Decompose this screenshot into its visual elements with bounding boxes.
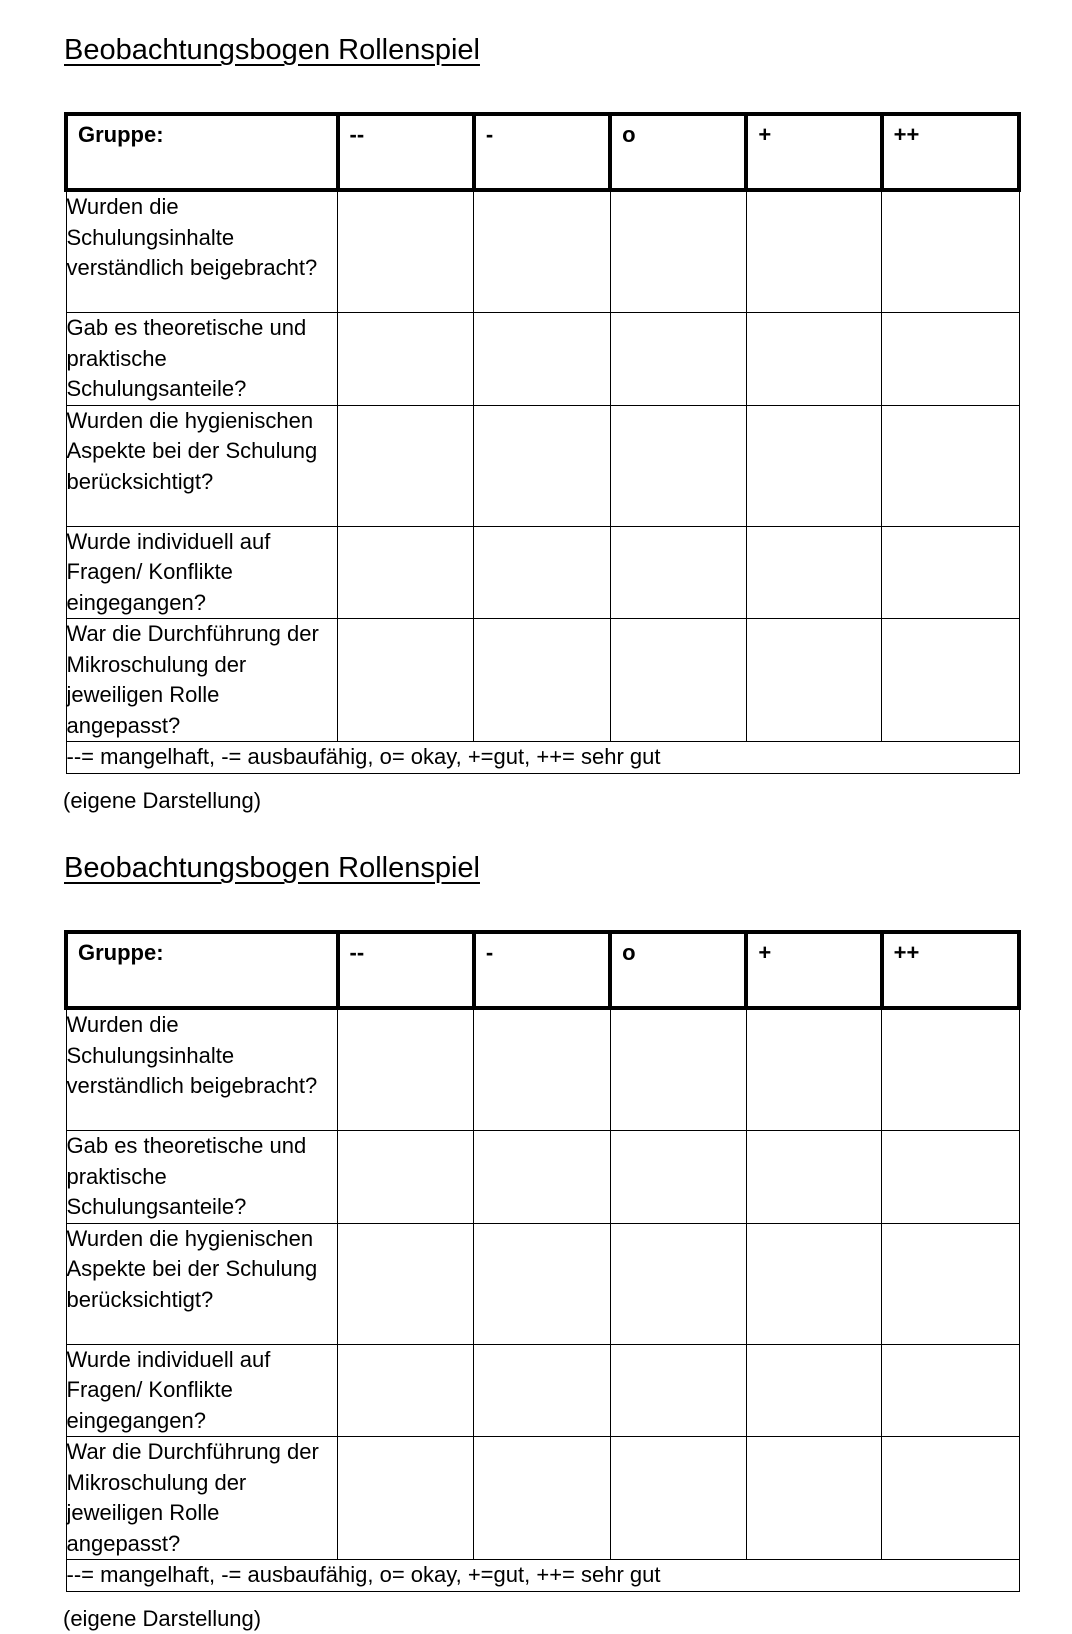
scale-okay: o bbox=[610, 114, 746, 190]
question-row bbox=[66, 619, 1019, 742]
rating-cell[interactable] bbox=[610, 619, 746, 742]
rating-table bbox=[64, 112, 1021, 774]
question-row bbox=[66, 1008, 1019, 1131]
rating-cell[interactable] bbox=[338, 526, 474, 619]
question-row bbox=[66, 190, 1019, 313]
scale-good: + bbox=[746, 114, 881, 190]
rating-cell[interactable] bbox=[610, 190, 746, 313]
question-text: Gab es theoretische und praktische Schulungsanteile? bbox=[66, 1131, 338, 1224]
form-title: Beobachtungsbogen Rollenspiel bbox=[64, 34, 480, 66]
question-row bbox=[66, 405, 1019, 526]
rating-cell[interactable] bbox=[474, 1131, 610, 1224]
rating-cell[interactable] bbox=[338, 190, 474, 313]
rating-cell[interactable] bbox=[338, 1344, 474, 1437]
scale-poor: - bbox=[474, 114, 610, 190]
rating-cell[interactable] bbox=[474, 1437, 610, 1560]
rating-cell[interactable] bbox=[882, 405, 1019, 526]
question-text: Gab es theoretische und praktische Schulungsanteile? bbox=[66, 313, 338, 406]
rating-cell[interactable] bbox=[610, 1008, 746, 1131]
rating-cell[interactable] bbox=[882, 1223, 1019, 1344]
scale-very-poor: -- bbox=[338, 932, 474, 1008]
question-row bbox=[66, 313, 1019, 406]
source-note: (eigene Darstellung) bbox=[63, 788, 262, 813]
form-title: Beobachtungsbogen Rollenspiel bbox=[64, 852, 480, 884]
rating-cell[interactable] bbox=[746, 1437, 881, 1560]
rating-cell[interactable] bbox=[338, 619, 474, 742]
rating-cell[interactable] bbox=[746, 190, 881, 313]
legend-row bbox=[66, 1560, 1019, 1592]
group-label: Gruppe: bbox=[66, 932, 338, 1008]
rating-table bbox=[64, 930, 1021, 1592]
rating-cell[interactable] bbox=[610, 1131, 746, 1224]
rating-cell[interactable] bbox=[610, 1437, 746, 1560]
rating-cell[interactable] bbox=[746, 405, 881, 526]
rating-cell[interactable] bbox=[474, 1344, 610, 1437]
question-row bbox=[66, 1131, 1019, 1224]
question-text: War die Durchführung der Mikroschulung der jeweiligen Rolle angepasst? bbox=[66, 619, 338, 742]
rating-cell[interactable] bbox=[338, 405, 474, 526]
scale-very-poor: -- bbox=[338, 114, 474, 190]
rating-cell[interactable] bbox=[746, 1131, 881, 1224]
rating-cell[interactable] bbox=[474, 526, 610, 619]
rating-cell[interactable] bbox=[338, 1008, 474, 1131]
rating-cell[interactable] bbox=[610, 1223, 746, 1344]
rating-cell[interactable] bbox=[338, 313, 474, 406]
scale-legend: --= mangelhaft, -= ausbaufähig, o= okay, +=gut, ++= sehr gut bbox=[66, 1560, 1019, 1592]
legend-row bbox=[66, 742, 1019, 774]
rating-cell[interactable] bbox=[882, 1437, 1019, 1560]
rating-cell[interactable] bbox=[474, 1008, 610, 1131]
question-text: Wurden die hygienischen Aspekte bei der Schulung berücksichtigt? bbox=[66, 405, 338, 526]
scale-very-good: ++ bbox=[882, 114, 1019, 190]
question-row bbox=[66, 1437, 1019, 1560]
rating-cell[interactable] bbox=[474, 190, 610, 313]
rating-cell[interactable] bbox=[882, 1131, 1019, 1224]
rating-cell[interactable] bbox=[610, 1344, 746, 1437]
rating-cell[interactable] bbox=[474, 1223, 610, 1344]
rating-cell[interactable] bbox=[746, 313, 881, 406]
scale-legend: --= mangelhaft, -= ausbaufähig, o= okay, +=gut, ++= sehr gut bbox=[66, 742, 1019, 774]
question-row bbox=[66, 526, 1019, 619]
group-label: Gruppe: bbox=[66, 114, 338, 190]
question-text: Wurden die Schulungsinhalte verständlich beigebracht? bbox=[66, 190, 338, 313]
source-note: (eigene Darstellung) bbox=[63, 1606, 262, 1631]
scale-poor: - bbox=[474, 932, 610, 1008]
rating-cell[interactable] bbox=[474, 405, 610, 526]
rating-cell[interactable] bbox=[746, 1008, 881, 1131]
rating-cell[interactable] bbox=[474, 619, 610, 742]
rating-cell[interactable] bbox=[882, 313, 1019, 406]
rating-cell[interactable] bbox=[338, 1223, 474, 1344]
rating-cell[interactable] bbox=[746, 1344, 881, 1437]
scale-good: + bbox=[746, 932, 881, 1008]
rating-cell[interactable] bbox=[474, 313, 610, 406]
scale-okay: o bbox=[610, 932, 746, 1008]
header-row bbox=[66, 932, 1019, 1008]
rating-cell[interactable] bbox=[882, 1008, 1019, 1131]
question-row bbox=[66, 1344, 1019, 1437]
question-text: Wurden die hygienischen Aspekte bei der Schulung berücksichtigt? bbox=[66, 1223, 338, 1344]
scale-very-good: ++ bbox=[882, 932, 1019, 1008]
header-row bbox=[66, 114, 1019, 190]
rating-cell[interactable] bbox=[610, 526, 746, 619]
rating-cell[interactable] bbox=[338, 1437, 474, 1560]
question-row bbox=[66, 1223, 1019, 1344]
question-text: Wurde individuell auf Fragen/ Konflikte eingegangen? bbox=[66, 526, 338, 619]
rating-cell[interactable] bbox=[746, 619, 881, 742]
rating-cell[interactable] bbox=[882, 619, 1019, 742]
rating-cell[interactable] bbox=[746, 526, 881, 619]
rating-cell[interactable] bbox=[338, 1131, 474, 1224]
rating-cell[interactable] bbox=[610, 405, 746, 526]
rating-cell[interactable] bbox=[882, 1344, 1019, 1437]
rating-cell[interactable] bbox=[882, 526, 1019, 619]
question-text: Wurde individuell auf Fragen/ Konflikte eingegangen? bbox=[66, 1344, 338, 1437]
question-text: Wurden die Schulungsinhalte verständlich beigebracht? bbox=[66, 1008, 338, 1131]
rating-cell[interactable] bbox=[610, 313, 746, 406]
rating-cell[interactable] bbox=[746, 1223, 881, 1344]
question-text: War die Durchführung der Mikroschulung der jeweiligen Rolle angepasst? bbox=[66, 1437, 338, 1560]
rating-cell[interactable] bbox=[882, 190, 1019, 313]
